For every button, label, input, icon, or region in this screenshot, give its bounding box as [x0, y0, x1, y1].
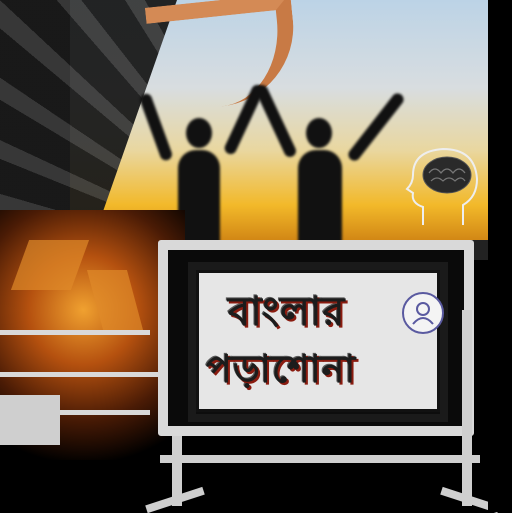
- rail-decoration: [0, 330, 150, 335]
- rail-decoration: [0, 372, 160, 377]
- right-edge-bar: [488, 0, 512, 512]
- person-badge-icon: [402, 292, 444, 334]
- board-leg-right: [462, 310, 472, 506]
- grey-block-decoration: [0, 395, 60, 445]
- title-line-2: পড়াশোনা: [206, 347, 357, 391]
- board-crossbar: [160, 455, 480, 463]
- title-line-1: বাংলার: [228, 289, 346, 335]
- brain-head-logo-icon: [405, 145, 485, 235]
